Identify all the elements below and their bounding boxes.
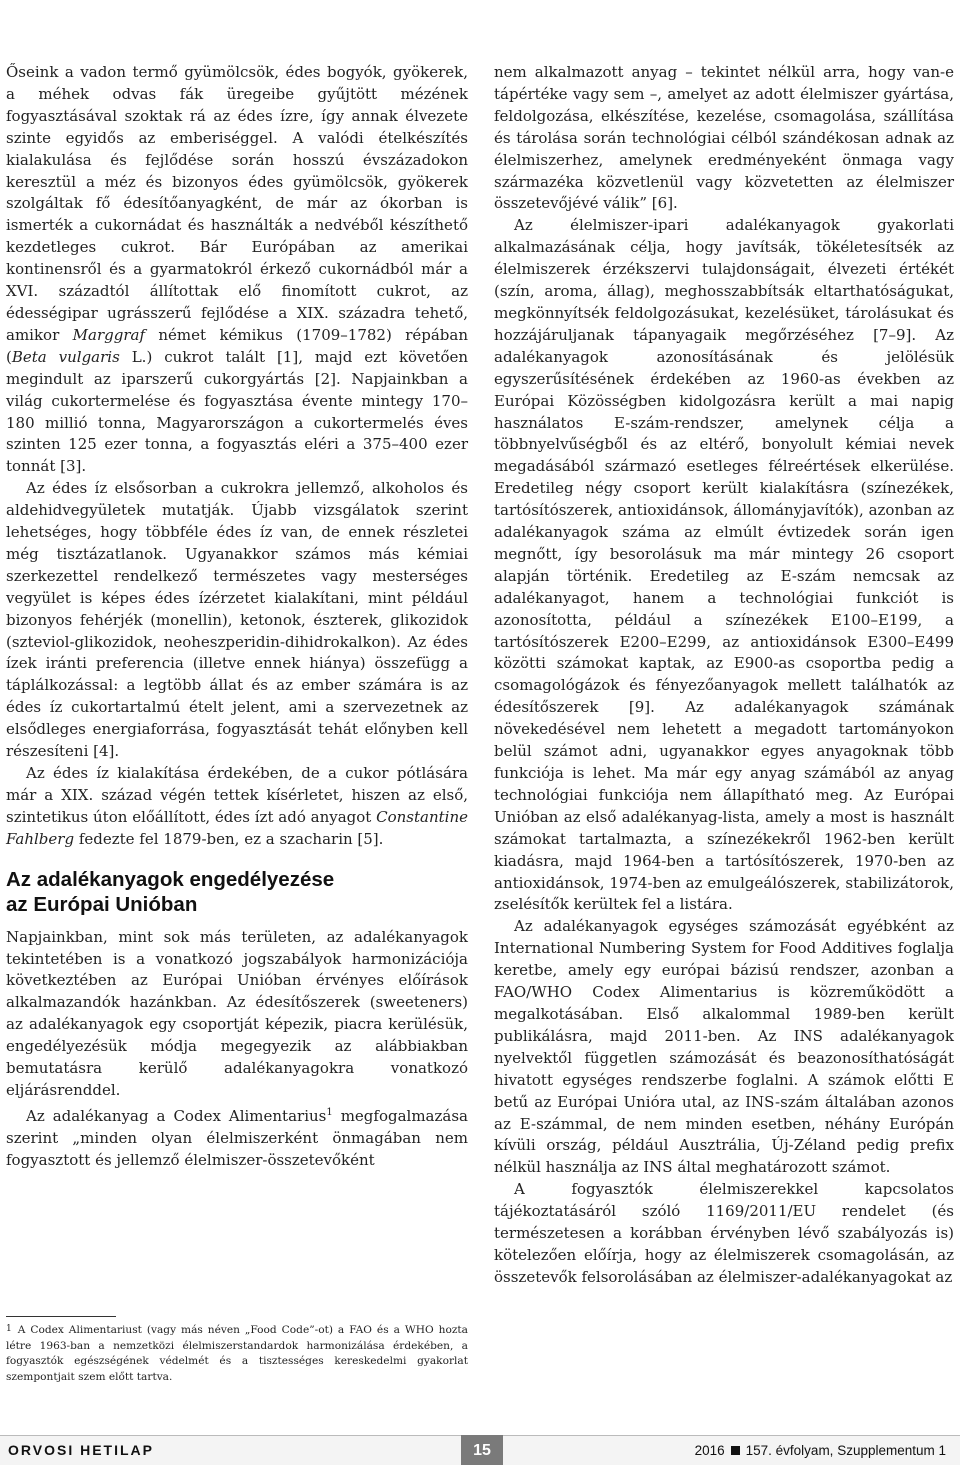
section-heading: Az adalékanyagok engedélyezése az Európai Unióban: [6, 867, 335, 916]
square-bullet-icon: [731, 1446, 740, 1455]
footnote-reference[interactable]: 1: [326, 1106, 333, 1118]
paragraph-regulation: A fogyasztók élelmiszerekkel kapcsolatos tájékoztatásáról szóló 1169/2011/EU rendelet (és természetesen a korábban érvényben lévő szabályozás is) kötelezően előírja, hogy az élelmiszerek csomagolásán, az összetevők felsorolásában az élelmiszer-adalékanyagokat az: [494, 1180, 954, 1286]
issue-year: 2016: [694, 1443, 725, 1458]
name-marggraf: Marggraf: [72, 325, 145, 344]
paragraph-eu-harmonization: Napjainkban, mint sok más területen, az adalékanyagok tekintetében is a vonatkozó jogszabályok harmonizációja következtében az Európai Unióban érvényes előírások alkalmazandók hazánkban. Az édesítőszerek (sweeteners) az adalékanyagok egy csoportját képezik, piacra kerülésük, engedélyezésük módja megegyezik az alábbiakban bemutatásra kerülő adalékanyagokra vonatkozó eljárásrenddel.: [6, 927, 468, 1099]
paragraph-e-number-system: Az élelmiszer-ipari adalékanyagok gyakorlati alkalmazásának célja, hogy javítsák, tökéletesítsék az élelmiszerek érzékszervi tulajdonságait, élvezeti értékét (szín, aroma, állag), meghosszabbítsák eltarthatóságukat, megkönnyítsék feldolgozásukat, kezelésüket, tárolásukat és hozzájáruljanak tápanyagaik megőrzéséhez [7–9]. Az adalékanyagok azonosításának és jelölésük egyszerűsítésének érdekében az 1960-as években az Európai Közösségben kidolgozásra került a mai napig használatos E-szám-rendszer, amelynek célja a többnyelvűségből és az eltérő, bonyolult kémiai nevek megadásából származó esetleges félreértések elkerülése. Eredetileg négy csoport került kialakításra (színezékek, tartósítószerek, antioxidánsok, állományjavítók), azonban az adalékanyagok száma az elmúlt évtizedek során igen megnőtt, így besorolásuk ma már mintegy 26 csoport alapján történik. Eredetileg az E-szám nemcsak az adalékanyagot, hanem a technológiai funkciót is azonosította, például a színezékek E100–E199, a tartósítószerek E200–E299, az antioxidánsok E300–E499 közötti számokat kaptak, az E900-as csoportba pedig a csomagológázok és fényezőanyagok mellett találhatók az édesítőszerek [9]. Az adalékanyagok számának növekedésével nem lehetett a megadott tartományokon belül számot adni, ugyanakkor egyes anyagoknak több funkciója is lehet. Ma már egy anyag számából az anyag technológiai funkciója nem állapítható meg. Az Európai Unióban az első adalékanyag-lista, amely a most is használt számokat tartalmazta, a színezékekről 1962-ben került kiadásra, majd 1964-ben a tartósítószerek, 1970-ben az antioxidánsok, 1974-ben az emulgeálószerek, stabilizátorok, zselésítők kerültek fel a listára.: [494, 216, 954, 914]
journal-name: ORVOSI HETILAP: [8, 1442, 154, 1458]
left-column: [6, 62, 468, 1172]
issue-info: [695, 1443, 946, 1458]
paragraph-definition-continued: nem alkalmazott anyag – tekintet nélkül arra, hogy van-e tápértéke vagy sem –, amelyet az adott élelmiszer gyártása, feldolgozása, elkészítése, kezelése, csomagolása, szállítása és tárolása során technológiai célból szándékosan adnak az élelmiszerhez, amelynek eredményeként önmaga vagy származéka közvetlenül vagy közvetetten az élelmiszer összetevőjévé válik” [6].: [494, 63, 954, 213]
issue-volume: 157. évfolyam, Szupplementum 1: [745, 1443, 946, 1458]
species-name: Beta vulgaris: [11, 347, 120, 366]
page-number: 15: [461, 1435, 503, 1465]
paragraph-ins-system: Az adalékanyagok egységes számozását egyébként az International Numbering System for Food Additives foglalja keretbe, amely egy európai bázisú rendszer, azonban a FAO/WHO Codex Alimentarius is közreműködött a megalkotásában. Első alkalommal 1989-ben került publikálásra, majd 2011-ben. Az INS adalékanyagok nyelvektől független számozását és beazonosíthatóságát hivatott egységes rendszerbe foglalni. A számok előtti E betű az Európai Unióra utal, az INS-szám általában azonos az E-számmal, de nem minden esetben, néhány Európán kívüli ország, például Ausztrália, Új-Zéland pedig prefix nélkül használja az INS által meghatározott számot.: [494, 917, 954, 1177]
paragraph-saccharin: Az édes íz kialakítása érdekében, de a cukor pótlására már a XIX. század végén tettek kísérletet, hiszen az első, szintetikus úton előállított, édes ízt adó anyagot Constantine Fahlberg fedezte fel 1879-ben, ez a szacharin [5].: [6, 764, 468, 848]
footnote-number: 1: [6, 1324, 12, 1334]
footnote: [6, 1322, 468, 1385]
paragraph-intro: Őseink a vadon termő gyümölcsök, édes bogyók, gyökerek, a méhek odvas fák üregeibe gyűjtött mézének fogyasztásával szoktak rá az édes ízre, így annak élvezete szinte egyidős az emberiséggel. A valódi ételkészítés kialakulása és fejlődése során hosszú évszázadokon keresztül a méz és bizonyos édes gyümölcsök, gyökerek szolgáltak fő édesítőanyagként, de már az ókorban is ismerték a cukornádat és használták a nedvéből készíthető kezdetleges cukrot. Bár Európában az amerikai kontinensről és a gyarmatokról érkező cukornádból már a XVI. századtól állítottak elő finomított cukrot, az édességipar ugrásszerű fejlődése a XIX. századra tehető, amikor Marggraf német kémikus (1709–1782) répában (Beta vulgaris L.) cukrot talált [1], majd ezt követően megindult az iparszerű cukorgyártás [2]. Napjainkban a világ cukortermelése és fogyasztása évente mintegy 170–180 millió tonna, Magyarországon a cukortermelés éves szinten 125 ezer tonna, a fogyasztás eléri a 375–400 ezer tonnát [3].: [6, 63, 469, 476]
footnote-divider: [6, 1316, 116, 1317]
page-footer: [0, 1435, 960, 1465]
footnote-text: A Codex Alimentariust (vagy más néven „Food Code”-ot) a FAO és a WHO hozta létre 1963-ban a nemzetközi élelmiszerstandardok harmonizálása érdekében, a fogyasztók egészségének védelmét és a tisztességes kereskedelmi gyakorlat szempontjait szem előtt tartva.: [6, 1324, 468, 1383]
name-fahlberg: Constantine Fahlberg: [6, 807, 468, 848]
paragraph-sweet-taste: Az édes íz elsősorban a cukrokra jellemző, alkoholos és aldehidvegyületek mutatják. Újabb vizsgálatok szerint lehetséges, hogy többféle édes íz van, de ennek részletei még tisztázatlanok. Ugyanakkor számos más kémiai szerkezettel rendelkező természetes vagy mesterséges vegyület is képes édes ízérzetet kialakítani, mint például bizonyos fehérjék (monellin), ketonok, észterek, glikozidok (szteviol-glikozidok, neoheszperidin-dihidrokalkon). Az édes ízek iránti preferencia (illetve ennek hiánya) összefügg a táplálkozással: a legtöbb állat és az ember számára is az édes íz cukortartalmú ételt jelent, ami a szervezetnek az elsődleges energiaforrása, fogyasztását tehát előnyben kell részesíteni [4].: [6, 479, 468, 761]
right-column: [494, 62, 954, 1289]
paragraph-codex-definition: Az adalékanyag a Codex Alimentarius$^1$ megfogalmazása szerint „minden olyan élelmiszerként önmagában nem fogyasztott és jellemző élelmiszer-összetevőként: [6, 1106, 468, 1169]
